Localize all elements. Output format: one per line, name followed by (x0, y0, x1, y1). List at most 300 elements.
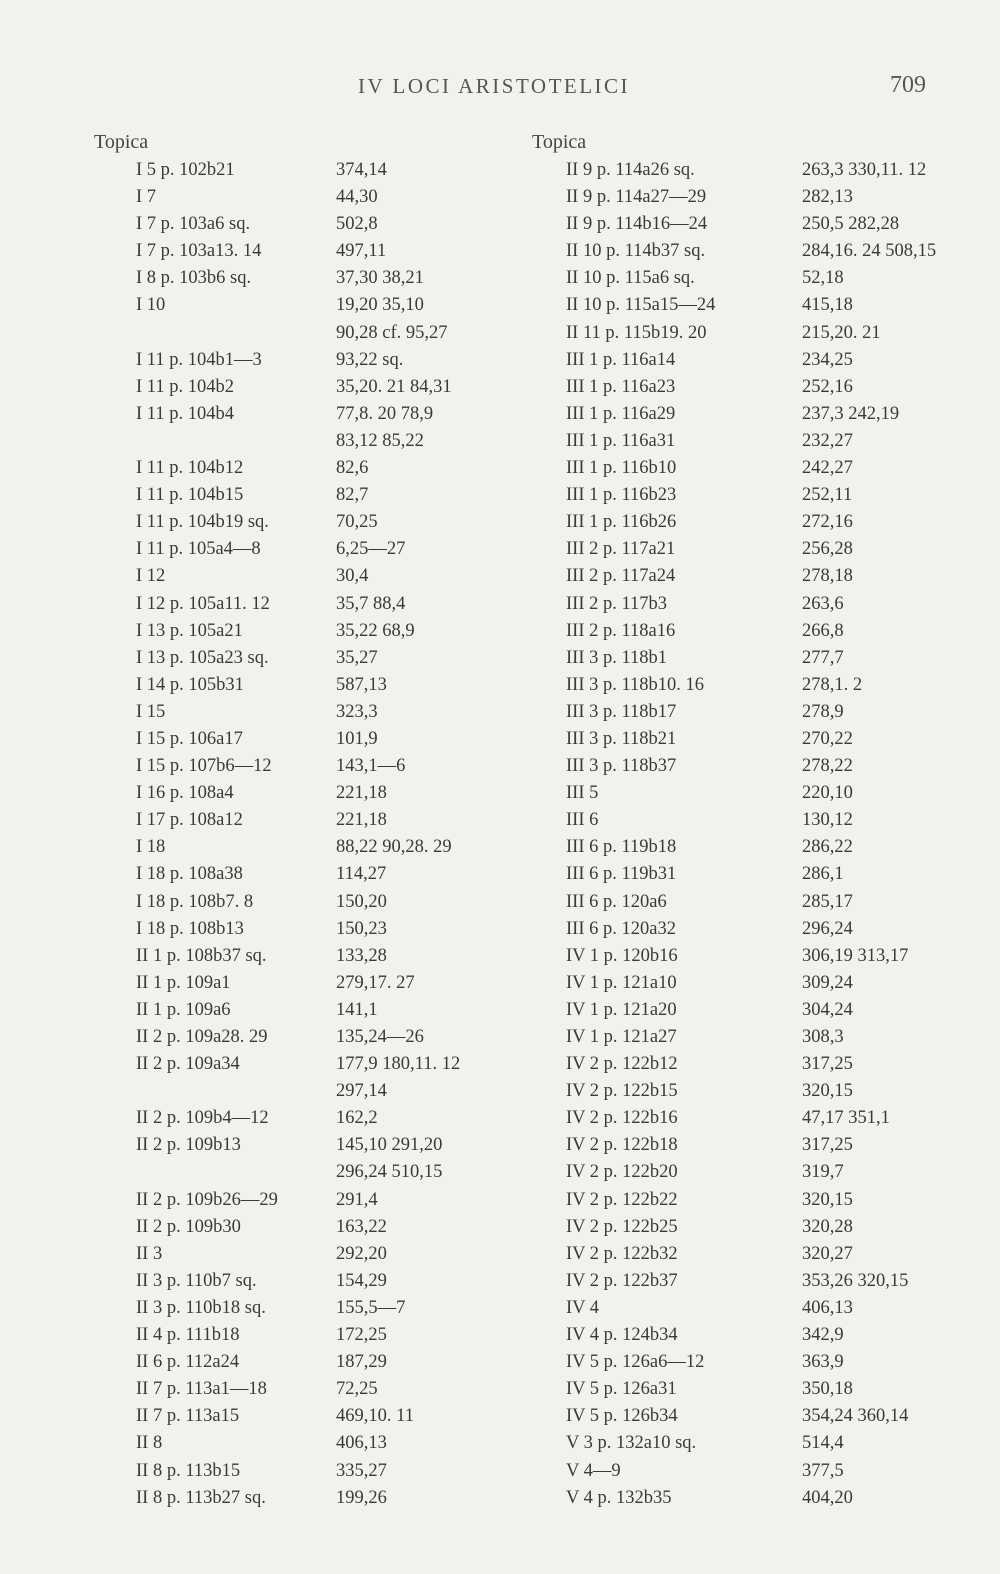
index-entry (94, 807, 514, 834)
entry-references (336, 970, 514, 997)
reference-line: 47,17 351,1 (802, 1108, 890, 1129)
entry-locus: II 8 (136, 1433, 163, 1454)
index-entry (94, 265, 514, 292)
entry-references (802, 455, 952, 482)
index-entry (532, 374, 952, 401)
reference-line: 306,19 313,17 (802, 945, 909, 966)
index-entry (94, 699, 514, 726)
index-entry (532, 320, 952, 347)
entry-references (336, 401, 514, 455)
reference-line: 93,22 sq. (336, 349, 404, 370)
entry-references (802, 780, 952, 807)
reference-line: 497,11 (336, 241, 387, 262)
entry-references (336, 807, 514, 834)
reference-line: 101,9 (336, 728, 378, 749)
entry-locus: II 4 p. 111b18 (136, 1325, 240, 1346)
entry-references (802, 1159, 952, 1186)
index-entry (94, 1376, 514, 1403)
reference-line: 141,1 (336, 999, 378, 1020)
entry-locus: III 1 p. 116a23 (566, 376, 676, 397)
index-entry (94, 997, 514, 1024)
section-title: IV LOCI ARISTOTELICI (358, 74, 631, 98)
index-entry (94, 1485, 514, 1512)
entry-locus: I 10 (136, 295, 166, 316)
entry-locus: II 2 p. 109b13 (136, 1135, 241, 1156)
entry-locus: III 6 p. 120a32 (566, 918, 676, 939)
reference-line: 154,29 (336, 1270, 387, 1291)
entry-references (802, 618, 952, 645)
reference-line: 232,27 (802, 430, 853, 451)
entry-locus: III 1 p. 116b10 (566, 458, 677, 479)
index-entry (94, 292, 514, 346)
entry-locus: II 10 p. 114b37 sq. (566, 241, 706, 262)
index-entry (94, 1214, 514, 1241)
reference-line: 279,17. 27 (336, 972, 415, 993)
index-entry (94, 970, 514, 997)
reference-line: 252,16 (802, 376, 853, 397)
entry-locus: III 1 p. 116b26 (566, 512, 677, 533)
entry-locus: IV 5 p. 126a6—12 (566, 1352, 705, 1373)
reference-line: 282,13 (802, 187, 853, 208)
index-entry (532, 292, 952, 319)
entry-locus: III 1 p. 116b23 (566, 485, 677, 506)
index-entry (94, 563, 514, 590)
entry-locus: II 1 p. 109a6 (136, 999, 231, 1020)
reference-line: 278,22 (802, 756, 853, 777)
index-entry (532, 645, 952, 672)
entry-references (336, 1403, 514, 1430)
index-entry (94, 1349, 514, 1376)
index-entry (532, 455, 952, 482)
entry-locus: II 9 p. 114a26 sq. (566, 160, 695, 180)
index-entry (532, 509, 952, 536)
reference-line: 35,7 88,4 (336, 593, 406, 614)
entry-references (336, 753, 514, 780)
entry-locus: I 7 p. 103a13. 14 (136, 241, 262, 262)
reference-line: 163,22 (336, 1216, 387, 1237)
reference-line: 320,27 (802, 1243, 853, 1264)
reference-line: 187,29 (336, 1352, 387, 1373)
entry-locus: V 4 p. 132b35 (566, 1487, 672, 1508)
entry-locus: IV 2 p. 122b12 (566, 1054, 678, 1075)
index-entry (94, 1024, 514, 1051)
reference-line: 30,4 (336, 566, 369, 587)
entry-references (336, 591, 514, 618)
entry-locus: IV 2 p. 122b25 (566, 1216, 678, 1237)
entry-references (336, 238, 514, 265)
entry-references (802, 320, 952, 347)
reference-line: 317,25 (802, 1135, 853, 1156)
reference-line: 37,30 38,21 (336, 268, 424, 289)
entry-references (802, 970, 952, 997)
entry-locus: IV 2 p. 122b20 (566, 1162, 678, 1183)
entry-references (802, 482, 952, 509)
reference-line: 308,3 (802, 1027, 844, 1047)
entry-references (802, 1105, 952, 1132)
index-entry (532, 157, 952, 184)
index-entry (532, 1430, 952, 1457)
entry-locus: I 18 p. 108a38 (136, 864, 243, 885)
index-entry (532, 753, 952, 780)
reference-line: 35,27 (336, 647, 378, 668)
reference-line: 256,28 (802, 539, 853, 560)
entry-references (336, 211, 514, 238)
entry-locus: IV 2 p. 122b15 (566, 1081, 678, 1102)
entry-references (802, 1241, 952, 1268)
index-entry (532, 807, 952, 834)
index-entry (532, 401, 952, 428)
reference-line: 323,3 (336, 701, 378, 722)
entry-references (802, 997, 952, 1024)
entry-locus: II 3 p. 110b18 sq. (136, 1297, 266, 1318)
entry-references (336, 1214, 514, 1241)
reference-line: 155,5—7 (336, 1297, 406, 1318)
reference-line: 263,3 330,11. 12 (802, 160, 927, 180)
entry-references (802, 1214, 952, 1241)
index-entry (532, 1485, 952, 1512)
index-entry (94, 1430, 514, 1457)
entry-locus: V 4—9 (566, 1460, 621, 1481)
entry-locus: III 1 p. 116a31 (566, 430, 676, 451)
entry-references (336, 834, 514, 861)
index-entry (532, 618, 952, 645)
entry-references (802, 347, 952, 374)
reference-line: 143,1—6 (336, 756, 406, 777)
entry-references (336, 1024, 514, 1051)
index-entry (532, 726, 952, 753)
entry-references (802, 1322, 952, 1349)
entry-references (336, 780, 514, 807)
entry-references (802, 1349, 952, 1376)
reference-line: 70,25 (336, 512, 378, 533)
index-entry (532, 482, 952, 509)
index-entry (532, 238, 952, 265)
index-entry (532, 211, 952, 238)
column-heading: Topica (94, 131, 149, 153)
reference-line: 52,18 (802, 268, 844, 289)
entry-references (336, 455, 514, 482)
reference-line: 291,4 (336, 1189, 378, 1210)
reference-line: 252,11 (802, 485, 853, 506)
entry-references (802, 1376, 952, 1403)
entry-locus: I 13 p. 105a23 sq. (136, 647, 269, 668)
index-entry (94, 1187, 514, 1214)
entry-locus: III 3 p. 118b21 (566, 728, 677, 749)
reference-line: 44,30 (336, 187, 378, 208)
entry-references (336, 482, 514, 509)
entry-locus: II 9 p. 114a27—29 (566, 187, 707, 208)
index-entry (94, 943, 514, 970)
entry-locus: II 2 p. 109a28. 29 (136, 1027, 268, 1047)
reference-line: 319,7 (802, 1162, 844, 1183)
index-entry (94, 753, 514, 780)
entry-locus: II 10 p. 115a6 sq. (566, 268, 695, 289)
index-entry (532, 861, 952, 888)
entry-references (802, 265, 952, 292)
entry-references (802, 834, 952, 861)
reference-line: 309,24 (802, 972, 853, 993)
entry-references (802, 943, 952, 970)
entry-locus: III 1 p. 116a14 (566, 349, 676, 370)
entry-locus: IV 2 p. 122b32 (566, 1243, 678, 1264)
entry-references (336, 861, 514, 888)
entry-locus: II 2 p. 109b30 (136, 1216, 241, 1237)
entry-locus: I 11 p. 104b1—3 (136, 349, 262, 370)
entry-locus: IV 1 p. 121a20 (566, 999, 677, 1020)
reference-line: 270,22 (802, 728, 853, 749)
index-entry (532, 1051, 952, 1078)
entries-list (532, 157, 952, 1512)
entry-locus: II 2 p. 109a34 (136, 1054, 240, 1075)
index-entry (94, 455, 514, 482)
entry-locus: I 7 (136, 187, 157, 208)
entry-locus: II 2 p. 109b26—29 (136, 1189, 278, 1210)
reference-line: 320,28 (802, 1216, 853, 1237)
index-entry (94, 211, 514, 238)
column-heading: Topica (532, 131, 587, 153)
index-column-left (94, 130, 514, 1512)
entry-references (802, 1078, 952, 1105)
reference-line: 234,25 (802, 349, 853, 370)
entry-references (802, 807, 952, 834)
entry-locus: IV 1 p. 121a27 (566, 1027, 677, 1047)
entry-locus: I 5 p. 102b21 (136, 160, 235, 180)
entry-references (802, 699, 952, 726)
reference-line: 83,12 85,22 (336, 430, 424, 451)
index-entry (94, 591, 514, 618)
index-entry (94, 618, 514, 645)
entry-locus: II 1 p. 108b37 sq. (136, 945, 267, 966)
reference-line: 82,7 (336, 485, 369, 506)
entry-locus: V 3 p. 132a10 sq. (566, 1433, 697, 1454)
entry-locus: I 7 p. 103a6 sq. (136, 214, 251, 235)
running-head (0, 72, 1000, 104)
index-entry (94, 509, 514, 536)
reference-line: 350,18 (802, 1379, 853, 1400)
entry-locus: III 6 p. 120a6 (566, 891, 667, 912)
entry-references (802, 1187, 952, 1214)
entry-locus: III 3 p. 118b37 (566, 756, 677, 777)
entry-locus: IV 2 p. 122b37 (566, 1270, 678, 1291)
reference-line: 150,20 (336, 891, 387, 912)
index-entry (532, 428, 952, 455)
index-entry (532, 834, 952, 861)
index-entry (532, 780, 952, 807)
index-entry (94, 1403, 514, 1430)
entry-references (802, 753, 952, 780)
index-entry (532, 347, 952, 374)
entry-locus: II 6 p. 112a24 (136, 1352, 240, 1373)
entry-locus: III 2 p. 117a21 (566, 539, 676, 560)
reference-line: 130,12 (802, 810, 853, 831)
entry-locus: II 3 (136, 1243, 163, 1264)
entry-locus: III 2 p. 117b3 (566, 593, 668, 614)
entry-references (802, 1485, 952, 1512)
index-entry (532, 1105, 952, 1132)
index-entry (532, 943, 952, 970)
entry-references (802, 889, 952, 916)
entry-references (802, 1430, 952, 1457)
entry-locus: II 10 p. 115a15—24 (566, 295, 716, 316)
entry-locus: I 14 p. 105b31 (136, 674, 244, 695)
entry-references (336, 292, 514, 346)
index-entry (532, 1159, 952, 1186)
entry-references (802, 211, 952, 238)
reference-line: 133,28 (336, 945, 387, 966)
reference-line: 177,9 180,11. 12 (336, 1054, 461, 1075)
reference-line: 277,7 (802, 647, 844, 668)
reference-line: 353,26 320,15 (802, 1270, 909, 1291)
entry-references (336, 374, 514, 401)
entry-references (336, 347, 514, 374)
entry-references (336, 1458, 514, 1485)
index-entry (94, 1051, 514, 1105)
index-entry (94, 889, 514, 916)
reference-line: 162,2 (336, 1108, 378, 1129)
reference-line: 272,16 (802, 512, 853, 533)
reference-line: 286,22 (802, 837, 853, 858)
entry-references (336, 1105, 514, 1132)
reference-line: 317,25 (802, 1054, 853, 1075)
entry-locus: II 9 p. 114b16—24 (566, 214, 708, 235)
entry-references (802, 536, 952, 563)
entry-references (802, 672, 952, 699)
entry-locus: III 6 p. 119b18 (566, 837, 677, 858)
entry-locus: III 2 p. 118a16 (566, 620, 676, 641)
entry-locus: I 13 p. 105a21 (136, 620, 243, 641)
reference-line: 250,5 282,28 (802, 214, 900, 235)
entry-references (336, 1322, 514, 1349)
index-entry (532, 591, 952, 618)
reference-line: 135,24—26 (336, 1027, 424, 1047)
index-entry (532, 536, 952, 563)
reference-line: 221,18 (336, 810, 387, 831)
reference-line: 242,27 (802, 458, 853, 479)
entry-locus: IV 5 p. 126b34 (566, 1406, 678, 1427)
entry-locus: IV 1 p. 120b16 (566, 945, 678, 966)
index-entry (94, 645, 514, 672)
index-entry (532, 699, 952, 726)
entry-references (802, 1268, 952, 1295)
index-entry (94, 157, 514, 184)
reference-line: 320,15 (802, 1189, 853, 1210)
index-entry (532, 184, 952, 211)
reference-line: 285,17 (802, 891, 853, 912)
entry-locus: II 8 p. 113b15 (136, 1460, 241, 1481)
entry-locus: I 15 (136, 701, 166, 722)
index-entry (532, 1268, 952, 1295)
reference-line: 114,27 (336, 864, 387, 885)
entry-locus: I 8 p. 103b6 sq. (136, 268, 252, 289)
entry-locus: I 11 p. 104b19 sq. (136, 512, 269, 533)
reference-line: 19,20 35,10 (336, 295, 424, 316)
reference-line: 286,1 (802, 864, 844, 885)
reference-line: 6,25—27 (336, 539, 406, 560)
entry-references (336, 1187, 514, 1214)
entry-references (336, 1051, 514, 1105)
entry-references (802, 238, 952, 265)
reference-line: 215,20. 21 (802, 322, 881, 343)
entry-references (336, 997, 514, 1024)
reference-line: 406,13 (802, 1297, 853, 1318)
entry-references (336, 672, 514, 699)
entry-references (336, 157, 514, 184)
index-entry (532, 889, 952, 916)
reference-line: 35,22 68,9 (336, 620, 415, 641)
entry-references (336, 889, 514, 916)
entry-locus: II 8 p. 113b27 sq. (136, 1487, 266, 1508)
index-entry (532, 1078, 952, 1105)
index-entry (94, 1241, 514, 1268)
entry-references (336, 265, 514, 292)
entry-references (802, 861, 952, 888)
index-entry (532, 916, 952, 943)
index-entry (94, 1295, 514, 1322)
entry-references (802, 374, 952, 401)
index-entry (94, 726, 514, 753)
entry-references (802, 916, 952, 943)
reference-line: 88,22 90,28. 29 (336, 837, 452, 858)
index-entry (94, 482, 514, 509)
index-entry (532, 1322, 952, 1349)
index-entry (94, 1268, 514, 1295)
index-entry (532, 1376, 952, 1403)
index-entry (532, 970, 952, 997)
entry-references (802, 726, 952, 753)
entry-locus: II 1 p. 109a1 (136, 972, 231, 993)
entry-locus: I 18 (136, 837, 166, 858)
entry-locus: II 3 p. 110b7 sq. (136, 1270, 257, 1291)
entry-locus: III 1 p. 116a29 (566, 403, 676, 424)
reference-line: 354,24 360,14 (802, 1406, 909, 1427)
index-entry (94, 834, 514, 861)
entry-references (336, 726, 514, 753)
entry-references (336, 1295, 514, 1322)
entry-references (802, 509, 952, 536)
index-entry (94, 536, 514, 563)
index-entry (94, 1322, 514, 1349)
index-entry (532, 1241, 952, 1268)
index-entry (94, 184, 514, 211)
entry-locus: I 18 p. 108b13 (136, 918, 244, 939)
entry-locus: II 7 p. 113a1—18 (136, 1379, 267, 1400)
reference-line: 297,14 (336, 1081, 387, 1102)
reference-line: 304,24 (802, 999, 853, 1020)
reference-line: 296,24 510,15 (336, 1162, 443, 1183)
reference-line: 172,25 (336, 1325, 387, 1346)
entries-list (94, 157, 514, 1512)
index-entry (532, 672, 952, 699)
index-entry (532, 265, 952, 292)
entry-locus: II 2 p. 109b4—12 (136, 1108, 269, 1129)
entry-locus: IV 1 p. 121a10 (566, 972, 677, 993)
entry-locus: I 16 p. 108a4 (136, 783, 234, 804)
reference-line: 363,9 (802, 1352, 844, 1373)
entry-locus: I 17 p. 108a12 (136, 810, 243, 831)
reference-line: 587,13 (336, 674, 387, 695)
reference-line: 278,18 (802, 566, 853, 587)
entry-locus: I 12 (136, 566, 166, 587)
reference-line: 263,6 (802, 593, 844, 614)
entry-references (802, 292, 952, 319)
reference-line: 199,26 (336, 1487, 387, 1508)
entry-references (336, 645, 514, 672)
entry-references (336, 699, 514, 726)
entry-locus: II 7 p. 113a15 (136, 1406, 240, 1427)
index-entry (532, 1132, 952, 1159)
entry-locus: I 15 p. 107b6—12 (136, 756, 272, 777)
entry-references (802, 645, 952, 672)
